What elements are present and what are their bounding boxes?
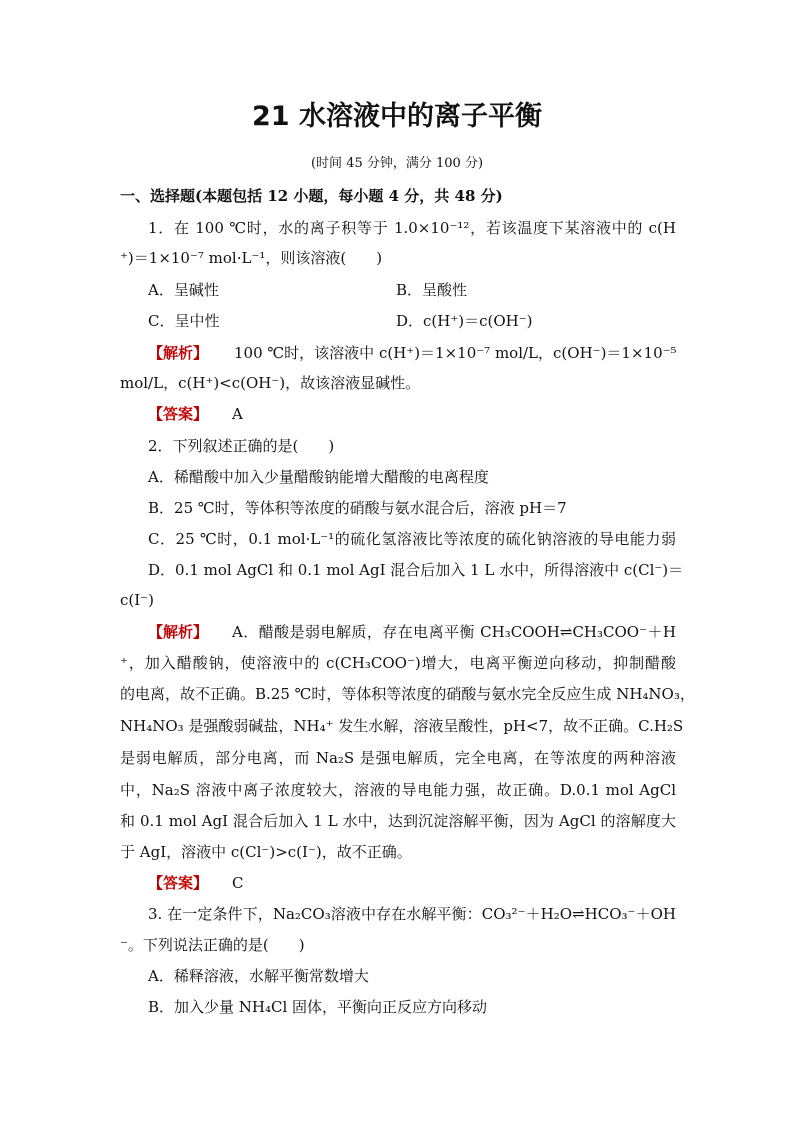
q3-stem-line1: 3. 在一定条件下，Na₂CO₃溶液中存在水解平衡：CO₃²⁻＋H₂O⇌HCO₃⁻＋OH	[148, 905, 676, 923]
page-title: 21 水溶液中的离子平衡	[252, 101, 542, 132]
q2-analysis-line8: 于 AgI，溶液中 c(Cl⁻)>c(I⁻)，故不正确。	[120, 843, 412, 861]
q1-option-d: D．c(H⁺)＝c(OH⁻)	[396, 312, 533, 330]
q1-option-a: A．呈碱性	[148, 281, 219, 299]
q2-analysis-line1: A．醋酸是弱电解质，存在电离平衡 CH₃COOH⇌CH₃COO⁻＋H	[232, 623, 676, 641]
q1-option-b: B．呈酸性	[396, 281, 468, 299]
q1-stem-line2: ⁺)＝1×10⁻⁷ mol·L⁻¹，则该溶液( )	[120, 249, 383, 267]
q1-stem-line1: 1．在 100 ℃时，水的离子积等于 1.0×10⁻¹²，若该温度下某溶液中的 c(H	[148, 219, 676, 237]
q2-stem: 2．下列叙述正确的是( )	[148, 437, 335, 455]
q2-option-b: B．25 ℃时，等体积等浓度的硝酸与氨水混合后，溶液 pH＝7	[148, 499, 567, 517]
q1-analysis-line2: mol/L，c(H⁺)<c(OH⁻)，故该溶液显碱性。	[120, 374, 421, 392]
q2-analysis-line6: 中，Na₂S 溶液中离子浓度较大，溶液的导电能力强，故正确。D.0.1 mol AgCl	[120, 781, 676, 799]
q1-answer-tag: 【答案】	[148, 405, 209, 423]
q2-analysis-line3: 的电离，故不正确。B.25 ℃时，等体积等浓度的硝酸与氨水完全反应生成 NH₄NO₃，	[120, 685, 695, 703]
page-subtitle: (时间 45 分钟，满分 100 分)	[310, 156, 484, 171]
q2-analysis-line5: 是弱电解质，部分电离，而 Na₂S 是强电解质，完全电离，在等浓度的两种溶液	[120, 749, 676, 767]
q2-analysis-line2: ⁺，加入醋酸钠，使溶液中的 c(CH₃COO⁻)增大，电离平衡逆向移动，抑制醋酸	[120, 654, 676, 672]
q1-option-c: C．呈中性	[148, 312, 220, 330]
section-heading: 一、选择题(本题包括 12 小题，每小题 4 分，共 48 分)	[120, 187, 503, 205]
q1-analysis-tag: 【解析】	[148, 344, 209, 362]
q2-option-a: A．稀醋酸中加入少量醋酸钠能增大醋酸的电离程度	[148, 468, 489, 486]
q1-answer: A	[232, 405, 243, 423]
q2-analysis-line7: 和 0.1 mol AgI 混合后加入 1 L 水中，达到沉淀溶解平衡，因为 AgCl 的溶解度大	[120, 812, 676, 830]
q3-option-a: A．稀释溶液，水解平衡常数增大	[148, 967, 369, 985]
q2-analysis-line4: NH₄NO₃ 是强酸弱碱盐，NH₄⁺ 发生水解，溶液呈酸性，pH<7，故不正确。C.H₂S	[120, 717, 684, 735]
q2-option-d-line2: c(I⁻)	[120, 591, 154, 609]
q3-stem-line2: ⁻。下列说法正确的是( )	[120, 936, 305, 954]
q2-analysis-tag: 【解析】	[148, 623, 209, 641]
q1-analysis-line1: 100 ℃时，该溶液中 c(H⁺)＝1×10⁻⁷ mol/L，c(OH⁻)＝1×10⁻⁵	[234, 344, 677, 362]
q2-answer-tag: 【答案】	[148, 874, 209, 892]
q2-option-c: C．25 ℃时，0.1 mol·L⁻¹的硫化氢溶液比等浓度的硫化钠溶液的导电能力弱	[148, 530, 676, 548]
q2-answer: C	[232, 874, 244, 892]
q3-option-b: B．加入少量 NH₄Cl 固体，平衡向正反应方向移动	[148, 998, 488, 1016]
q2-option-d-line1: D．0.1 mol AgCl 和 0.1 mol AgI 混合后加入 1 L 水中，所得溶液中 c(Cl⁻)＝	[148, 561, 684, 579]
